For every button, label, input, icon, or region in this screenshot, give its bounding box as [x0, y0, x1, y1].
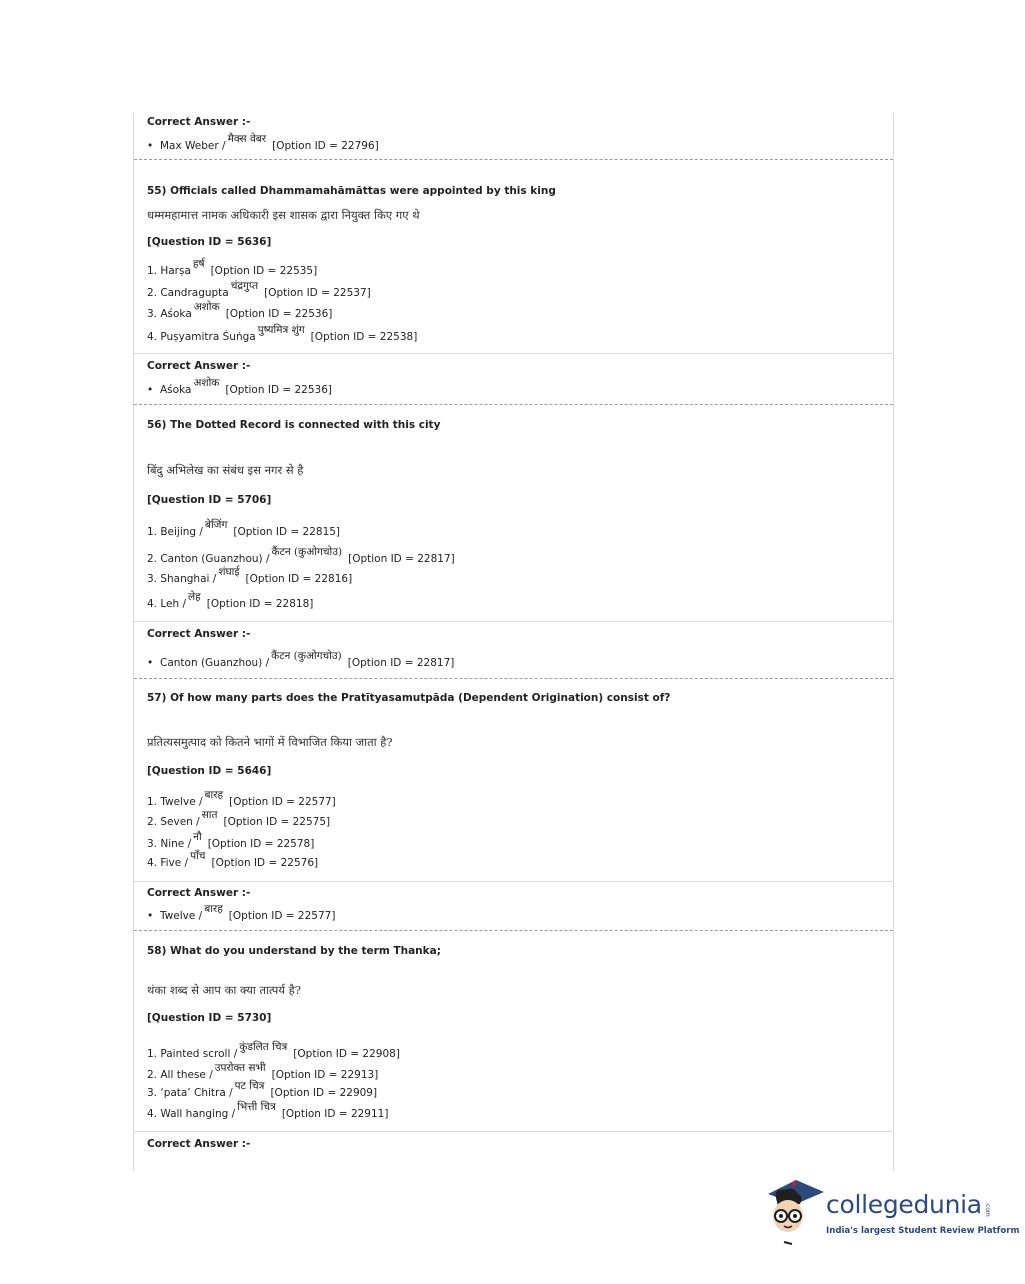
correct-answer: • Aśokaअशोक[Option ID = 22536] — [147, 377, 333, 396]
option: 1. Twelve /बारह[Option ID = 22577] — [147, 789, 336, 808]
bullet-icon: • — [147, 910, 154, 922]
correct-answer-label: Correct Answer :- — [147, 360, 251, 372]
option: 2. All these /उपरोक्त सभी[Option ID = 22913] — [147, 1062, 379, 1081]
correct-answer-label: Correct Answer :- — [147, 887, 251, 899]
option: 4. Leh /लेह[Option ID = 22818] — [147, 591, 314, 610]
option: 4. Five /पाँच[Option ID = 22576] — [147, 850, 319, 869]
option: 3. Nine /नौ[Option ID = 22578] — [147, 831, 315, 850]
answer-divider — [134, 1131, 893, 1132]
answer-divider — [134, 621, 893, 622]
option: 4. Wall hanging /भित्ती चित्र[Option ID = 22911] — [147, 1101, 389, 1120]
question-id: [Question ID = 5646] — [147, 765, 272, 777]
option: 3. ‘pata’ Chitra /पट चित्र[Option ID = 22909] — [147, 1080, 378, 1099]
option: 3. Aśokaअशोक[Option ID = 22536] — [147, 301, 333, 320]
bullet-icon: • — [147, 384, 154, 396]
question-hindi: थंका शब्द से आप का क्या तात्पर्य है? — [147, 983, 301, 997]
bullet-icon: • — [147, 657, 154, 669]
option: 2. Seven /सात[Option ID = 22575] — [147, 809, 331, 828]
correct-answer: • Max Weber /मैक्स वेबर[Option ID = 22796] — [147, 133, 379, 152]
student-mascot-icon — [764, 1176, 824, 1248]
correct-answer-label: Correct Answer :- — [147, 1138, 251, 1150]
option: 2. Candraguptaचंद्रगुप्त[Option ID = 22537] — [147, 280, 371, 299]
collegedunia-logo[interactable] — [764, 1176, 1020, 1248]
option: 1. Painted scroll /कुंडलित चित्र[Option ID = 22908] — [147, 1041, 400, 1060]
question-id: [Question ID = 5706] — [147, 494, 272, 506]
option: 1. Harṣaहर्ष[Option ID = 22535] — [147, 258, 318, 277]
question-hindi: प्रतित्यसमुत्पाद को कितने भागों में विभाजित किया जाता है? — [147, 735, 393, 749]
bullet-icon: • — [147, 140, 154, 152]
question-hindi: धम्ममहामात्त नामक अधिकारी इस शासक द्वारा नियुक्त किए गए थे — [147, 208, 420, 222]
question-hindi: बिंदु अभिलेख का संबंध इस नगर से है — [147, 463, 304, 477]
question-divider — [134, 930, 893, 931]
logo-wordmark: collegedunia — [826, 1190, 982, 1219]
question-id: [Question ID = 5636] — [147, 236, 272, 248]
option: 3. Shanghai /शंघाई[Option ID = 22816] — [147, 566, 353, 585]
logo-domain-suffix: .com — [984, 1202, 991, 1217]
option: 2. Canton (Guanzhou) /कैंटन (कुओगचोउ)[Option ID = 22817] — [147, 546, 455, 565]
question-divider — [134, 404, 893, 405]
question-divider — [134, 159, 893, 160]
question-title: 57) Of how many parts does the Pratītyasamutpāda (Dependent Origination) consist of? — [147, 692, 671, 704]
correct-answer: • Canton (Guanzhou) /कैंटन (कुओगचोउ)[Option ID = 22817] — [147, 650, 455, 669]
answer-divider — [134, 881, 893, 882]
question-title: 56) The Dotted Record is connected with this city — [147, 419, 441, 431]
correct-answer-label: Correct Answer :- — [147, 628, 251, 640]
question-title: 55) Officials called Dhammamahāmāttas were appointed by this king — [147, 185, 556, 197]
option: 1. Beijing /बेजिंग[Option ID = 22815] — [147, 519, 341, 538]
correct-answer: • Twelve /बारह[Option ID = 22577] — [147, 903, 336, 922]
question-id: [Question ID = 5730] — [147, 1012, 272, 1024]
question-title: 58) What do you understand by the term Thanka; — [147, 945, 441, 957]
logo-tagline: India's largest Student Review Platform — [826, 1226, 1020, 1236]
option: 4. Puṣyamitra Śuṅgaपुष्यमित्र शुंग[Option ID = 22538] — [147, 324, 418, 343]
question-divider — [134, 678, 893, 679]
answer-divider — [134, 353, 893, 354]
correct-answer-label: Correct Answer :- — [147, 116, 251, 128]
exam-sheet — [133, 113, 894, 1171]
